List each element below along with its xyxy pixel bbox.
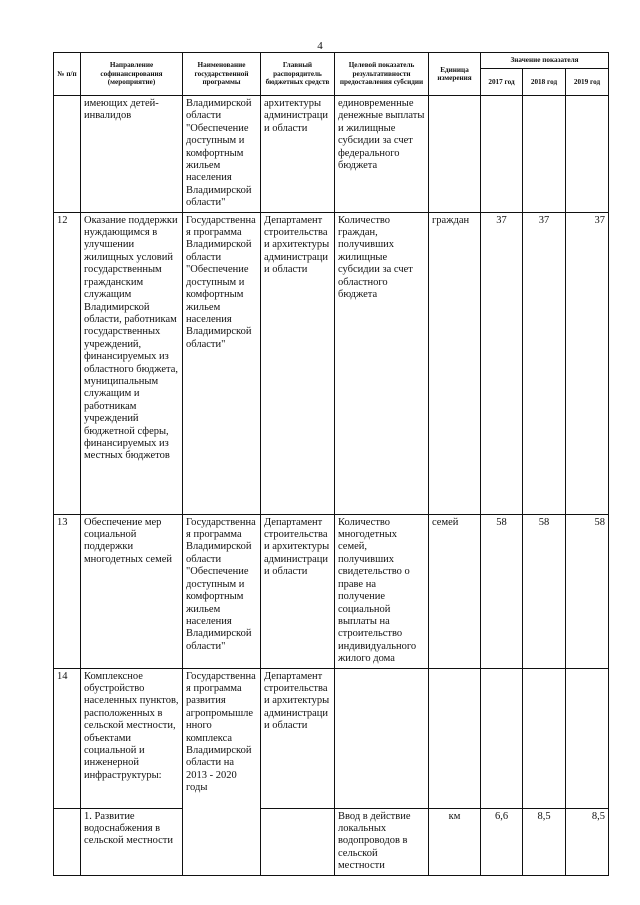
cell-num xyxy=(54,96,81,213)
cell-num: 13 xyxy=(54,514,81,668)
header-program: Наименование государственной программы xyxy=(183,53,261,96)
cell-2018: 37 xyxy=(523,212,566,514)
cell-direction: 1. Развитие водоснабжения в сельской местности xyxy=(81,808,183,875)
cell-indicator: Количество граждан, получивших жилищные субсидии за счет областного бюджета xyxy=(335,212,429,514)
header-indicator: Целевой показатель результативности предоставления субсидии xyxy=(335,53,429,96)
cell-2018 xyxy=(523,96,566,213)
cell-admin: Департамент строительства и архитектуры администрации области xyxy=(261,212,335,514)
cell-admin: архитектуры администрации области xyxy=(261,96,335,213)
header-num: № п/п xyxy=(54,53,81,96)
cell-program: Государственная программа Владимирской области "Обеспечение доступным и комфортным жильем населения Владимирской области" xyxy=(183,212,261,514)
cell-direction: имеющих детей-инвалидов xyxy=(81,96,183,213)
cell-num: 12 xyxy=(54,212,81,514)
cell-direction: Оказание поддержки нуждающимся в улучшении жилищных условий государственным гражданским служащим Владимирской области, работникам государственных учреждений, финансируемых из областного бюджета, муниципальным служащим и работникам учреждений бюджетной сферы, финансируемых из местных бюджетов xyxy=(81,212,183,514)
cell-2018: 58 xyxy=(523,514,566,668)
table-row xyxy=(54,808,609,875)
cell-unit: семей xyxy=(429,514,481,668)
cell-2017 xyxy=(481,668,523,808)
header-unit: Единица измерения xyxy=(429,53,481,96)
cell-2019 xyxy=(566,668,609,808)
cell-unit xyxy=(429,96,481,213)
cell-2017: 58 xyxy=(481,514,523,668)
page-number: 4 xyxy=(317,40,323,52)
cell-admin xyxy=(261,808,335,875)
header-direction: Направление софинансирования (мероприятие) xyxy=(81,53,183,96)
cell-2019 xyxy=(566,96,609,213)
cell-unit xyxy=(429,668,481,808)
cell-direction: Комплексное обустройство населенных пунктов, расположенных в сельской местности, объектами социальной и инженерной инфраструктуры: xyxy=(81,668,183,808)
indicators-table xyxy=(53,52,609,876)
cell-2017: 6,6 xyxy=(481,808,523,875)
cell-program: Государственная программа развития агропромышленного комплекса Владимирской области на 2013 - 2020 годы xyxy=(183,668,261,875)
header-year-2019: 2019 год xyxy=(566,69,609,96)
cell-indicator: единовременные денежные выплаты и жилищные субсидии за счет федерального бюджета xyxy=(335,96,429,213)
cell-2019: 58 xyxy=(566,514,609,668)
cell-2017 xyxy=(481,96,523,213)
header-year-2018: 2018 год xyxy=(523,69,566,96)
cell-2018 xyxy=(523,668,566,808)
header-admin: Главный распорядитель бюджетных средств xyxy=(261,53,335,96)
cell-indicator: Ввод в действие локальных водопроводов в сельской местности xyxy=(335,808,429,875)
cell-indicator xyxy=(335,668,429,808)
cell-num xyxy=(54,808,81,875)
table-row xyxy=(54,96,609,213)
cell-2017: 37 xyxy=(481,212,523,514)
cell-admin: Департамент строительства и архитектуры администрации области xyxy=(261,668,335,808)
cell-2019: 37 xyxy=(566,212,609,514)
cell-2018: 8,5 xyxy=(523,808,566,875)
cell-num: 14 xyxy=(54,668,81,808)
header-row xyxy=(54,53,609,69)
cell-direction: Обеспечение мер социальной поддержки многодетных семей xyxy=(81,514,183,668)
cell-unit: км xyxy=(429,808,481,875)
header-values: Значение показателя xyxy=(481,53,609,69)
cell-program: Государственная программа Владимирской области "Обеспечение доступным и комфортным жильем населения Владимирской области" xyxy=(183,514,261,668)
cell-admin: Департамент строительства и архитектуры администрации области xyxy=(261,514,335,668)
cell-unit: граждан xyxy=(429,212,481,514)
cell-indicator: Количество многодетных семей, получивших свидетельство о праве на получение социальной выплаты на строительство индивидуального жилого дома xyxy=(335,514,429,668)
header-year-2017: 2017 год xyxy=(481,69,523,96)
table-row xyxy=(54,668,609,808)
table-row xyxy=(54,212,609,514)
table-row xyxy=(54,514,609,668)
cell-2019: 8,5 xyxy=(566,808,609,875)
cell-program: Владимирской области "Обеспечение доступным и комфортным жильем населения Владимирской области" xyxy=(183,96,261,213)
